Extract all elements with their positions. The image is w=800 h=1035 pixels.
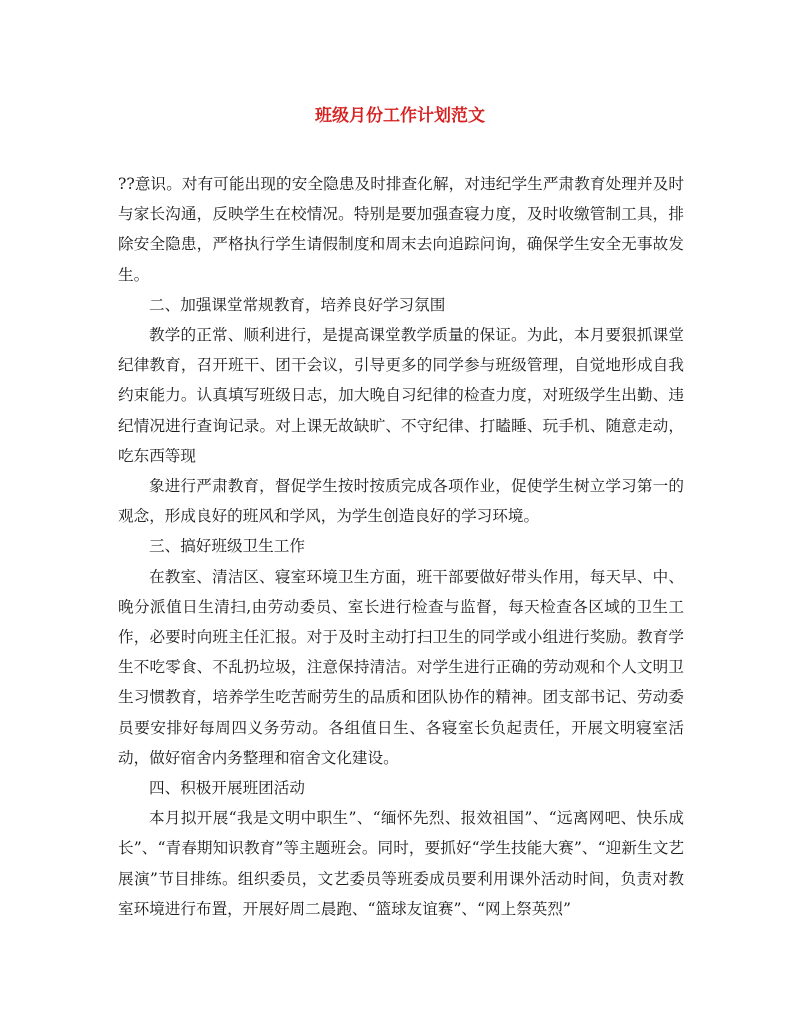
heading-section-2: 二、加强课堂常规教育，培养良好学习氛围 bbox=[149, 295, 446, 314]
heading-section-4: 四、积极开展班团活动 bbox=[149, 779, 305, 798]
document-title: 班级月份工作计划范文 bbox=[315, 106, 485, 126]
paragraph-hygiene: 在教室、清洁区、寝室环境卫生方面，班干部要做好带头作用，每天早、中、晚分派值日生清扫,由劳动委员、室长进行检查与监督，每天检查各区域的卫生工作，必要时向班主任汇报。对于及时主动打扫卫生的同学或小组进行奖励。教育学生不吃零食、不乱扔垃圾，注意保持清洁。对学生进行正确的劳动观和个人文明卫生习惯教育，培养学生吃苦耐劳生的品质和团队协作的精神。团支部书记、劳动委员要安排好每周四义务劳动。各组值日生、各寝室长负起责任，开展文明寝室活动，做好宿舍内务整理和宿舍文化建设。 bbox=[118, 567, 684, 767]
paragraph-activities: 本月拟开展“我是文明中职生”、“缅怀先烈、报效祖国”、“远离网吧、快乐成长”、“青春期知识教育”等主题班会。同时，要抓好“学生技能大赛”、“迎新生文艺展演”节目排练。组织委员，文艺委员等班委成员要利用课外活动时间，负责对教室环境进行布置，开展好周二晨跑、“篮球友谊赛”、“网上祭英烈” bbox=[118, 809, 684, 918]
document-body bbox=[118, 169, 684, 924]
paragraph-safety-continued: ??意识。对有可能出现的安全隐患及时排查化解，对违纪学生严肃教育处理并及时与家长沟通，反映学生在校情况。特别是要加强查寝力度，及时收缴管制工具，排除安全隐患，严格执行学生请假制度和周末去向追踪问询，确保学生安全无事故发生。 bbox=[118, 175, 684, 284]
heading-section-3: 三、搞好班级卫生工作 bbox=[149, 537, 305, 556]
paragraph-classroom-discipline: 教学的正常、顺利进行，是提高课堂教学质量的保证。为此，本月要狠抓课堂纪律教育，召开班干、团干会议，引导更多的同学参与班级管理，自觉地形成自我约束能力。认真填写班级日志，加大晚自习纪律的检查力度，对班级学生出勤、违纪情况进行查询记录。对上课无故缺旷、不守纪律、打瞌睡、玩手机、随意走动，吃东西等现 bbox=[118, 326, 684, 465]
paragraph-classroom-discipline-continued: 象进行严肃教育，督促学生按时按质完成各项作业，促使学生树立学习第一的观念，形成良好的班风和学风，为学生创造良好的学习环境。 bbox=[118, 477, 684, 526]
